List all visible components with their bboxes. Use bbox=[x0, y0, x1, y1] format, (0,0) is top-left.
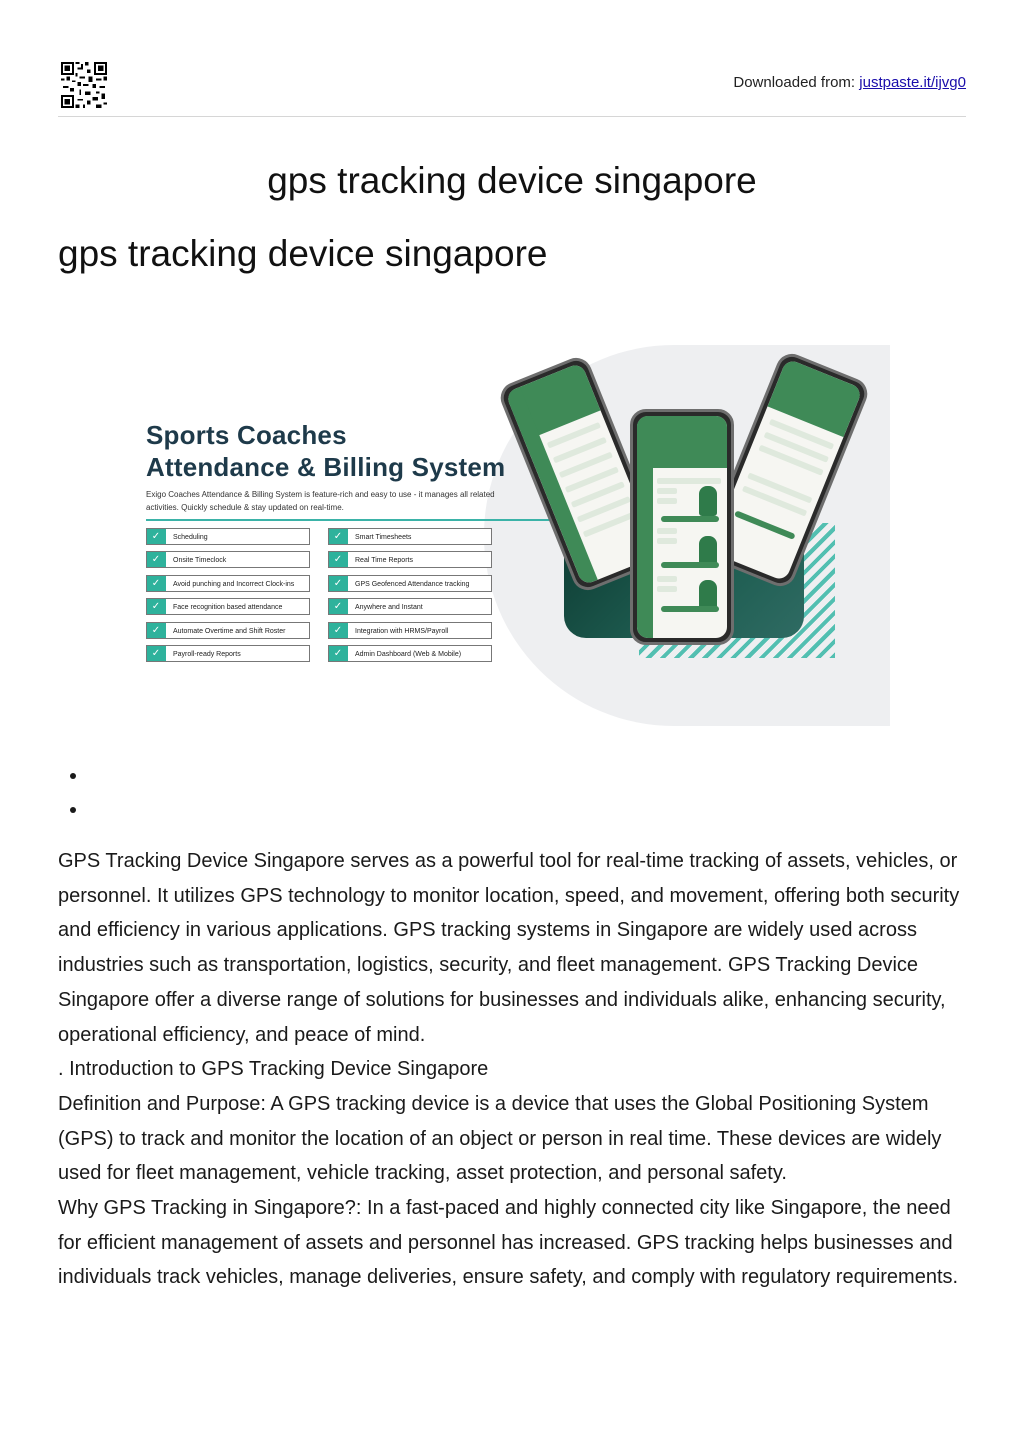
section-heading: . Introduction to GPS Tracking Device Singapore bbox=[58, 1058, 489, 1081]
feature-label: GPS Geofenced Attendance tracking bbox=[355, 580, 470, 588]
feature-label: Automate Overtime and Shift Roster bbox=[173, 627, 286, 635]
check-icon: ✓ bbox=[328, 528, 348, 545]
definition-paragraph: Definition and Purpose: A GPS tracking device is a device that uses the Global Positioning System (GPS) to track and monitor the location of an object or person in real time. These devices are widely used for fleet management, vehicle tracking, asset protection, and personal safety. bbox=[58, 1092, 942, 1185]
feature-item bbox=[328, 528, 492, 545]
feature-item bbox=[146, 645, 310, 662]
check-icon: ✓ bbox=[328, 551, 348, 568]
banner-description: Exigo Coaches Attendance & Billing System is feature-rich and easy to use - it manages all related activities. Quickly schedule & stay updated on real-time. bbox=[146, 490, 495, 512]
feature-label: Onsite Timeclock bbox=[173, 557, 227, 565]
feature-item bbox=[146, 598, 310, 615]
feature-label: Payroll-ready Reports bbox=[173, 651, 241, 658]
why-paragraph: Why GPS Tracking in Singapore?: In a fast-paced and highly connected city like Singapore, the need for efficient management of assets and personnel has increased. GPS tracking helps businesses and individuals track vehicles, manage deliveries, ensure safety, and comply with regulatory requirements. bbox=[58, 1197, 959, 1289]
check-icon: ✓ bbox=[328, 575, 348, 592]
feature-label: Admin Dashboard (Web & Mobile) bbox=[355, 651, 462, 658]
bullet-list bbox=[58, 758, 88, 826]
banner-title-line1: Sports Coaches bbox=[146, 420, 347, 450]
check-icon: ✓ bbox=[146, 528, 166, 545]
feature-item bbox=[146, 528, 310, 545]
feature-label: Scheduling bbox=[173, 534, 208, 541]
check-icon: ✓ bbox=[146, 575, 166, 592]
feature-label: Integration with HRMS/Payroll bbox=[355, 627, 449, 635]
qr-code-icon bbox=[61, 62, 107, 108]
check-icon: ✓ bbox=[146, 645, 166, 662]
header-divider bbox=[58, 116, 966, 117]
download-source bbox=[733, 74, 966, 91]
banner-title-line2: Attendance & Billing System bbox=[146, 452, 506, 482]
check-icon: ✓ bbox=[146, 551, 166, 568]
product-banner-image bbox=[134, 345, 890, 726]
feature-label: Smart Timesheets bbox=[355, 534, 412, 541]
check-icon: ✓ bbox=[328, 598, 348, 615]
banner-accent-line bbox=[146, 519, 562, 521]
download-source-link[interactable]: justpaste.it/ijvg0 bbox=[859, 74, 966, 91]
feature-label: Face recognition based attendance bbox=[173, 604, 283, 612]
feature-item bbox=[146, 575, 310, 592]
phone-mockup-center bbox=[630, 409, 734, 645]
feature-label: Avoid punching and Incorrect Clock-ins bbox=[173, 580, 295, 588]
check-icon: ✓ bbox=[328, 645, 348, 662]
feature-item bbox=[146, 622, 310, 639]
check-icon: ✓ bbox=[328, 622, 348, 639]
feature-item bbox=[328, 622, 492, 639]
download-source-label: Downloaded from: bbox=[733, 74, 860, 91]
page-title: gps tracking device singapore bbox=[267, 160, 757, 201]
check-icon: ✓ bbox=[146, 598, 166, 615]
feature-item bbox=[328, 575, 492, 592]
article-body bbox=[58, 844, 968, 1295]
feature-item bbox=[328, 551, 492, 568]
feature-label: Anywhere and Instant bbox=[355, 604, 423, 612]
check-icon: ✓ bbox=[146, 622, 166, 639]
feature-item bbox=[328, 598, 492, 615]
feature-item bbox=[328, 645, 492, 662]
page-header bbox=[58, 60, 966, 116]
feature-label: Real Time Reports bbox=[355, 557, 413, 565]
intro-paragraph: GPS Tracking Device Singapore serves as a powerful tool for real-time tracking of assets, vehicles, or personnel. It utilizes GPS technology to monitor location, speed, and movement, offering both security and efficiency in various applications. GPS tracking systems in Singapore are widely used across industries such as transportation, logistics, security, and fleet management. GPS Tracking Device Singapore offer a diverse range of solutions for businesses and individuals alike, enhancing security, operational efficiency, and peace of mind. bbox=[58, 850, 960, 1046]
feature-item bbox=[146, 551, 310, 568]
article-heading: gps tracking device singapore bbox=[58, 233, 548, 274]
